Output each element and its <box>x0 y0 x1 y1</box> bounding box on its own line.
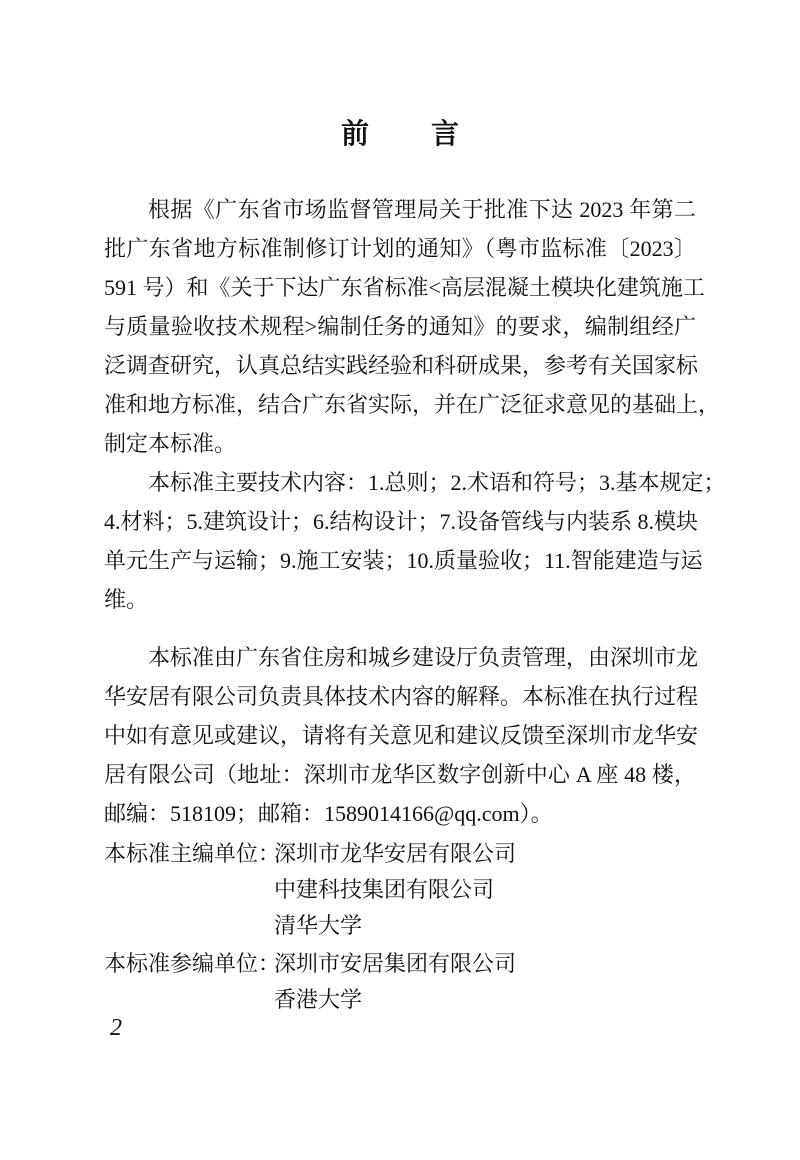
text-line: 单元生产与运输；9.施工安装；10.质量验收；11.智能建造与运 <box>104 548 703 573</box>
chief-units-label: 本标准主编单位： <box>104 841 281 866</box>
text-line: 根据《广东省市场监督管理局关于批准下达 2023 年第二 <box>148 197 696 222</box>
text-line: 华安居有限公司负责具体技术内容的解释。本标准在执行过程 <box>104 684 699 709</box>
text-line: 泛调查研究，认真总结实践经验和科研成果，参考有关国家标 <box>104 353 699 378</box>
text-line: 邮编：518109；邮箱：1589014166@qq.com）。 <box>104 801 553 826</box>
text-line: 4.材料；5.建筑设计；6.结构设计；7.设备管线与内装系 8.模块 <box>104 509 699 534</box>
text-line: 与质量验收技术规程>编制任务的通知》的要求，编制组经广 <box>104 314 696 339</box>
text-line: 制定本标准。 <box>104 431 237 456</box>
paragraph-contents <box>104 463 726 619</box>
paragraph-basis <box>104 190 721 463</box>
title-char: 前 <box>340 119 369 150</box>
unit-name: 香港大学 <box>274 987 363 1012</box>
unit-name: 深圳市龙华安居有限公司 <box>274 841 517 866</box>
text-line: 准和地方标准，结合广东省实际，并在广泛征求意见的基础上， <box>104 392 721 417</box>
unit-name: 清华大学 <box>274 913 363 938</box>
unit-name: 深圳市安居集团有限公司 <box>274 951 517 976</box>
text-line: 维。 <box>104 587 149 612</box>
title-char: 言 <box>431 119 460 150</box>
page-number: 2 <box>110 1015 122 1041</box>
unit-name: 中建科技集团有限公司 <box>274 877 495 902</box>
units-list <box>104 836 516 1018</box>
text-line: 批广东省地方标准制修订计划的通知》（粤市监标准〔2023〕 <box>104 236 696 261</box>
paragraph-management <box>104 638 699 833</box>
text-line: 中如有意见或建议，请将有关意见和建议反馈至深圳市龙华安 <box>104 723 699 748</box>
text-line: 本标准由广东省住房和城乡建设厅负责管理，由深圳市龙 <box>148 645 699 670</box>
text-line: 居有限公司（地址：深圳市龙华区数字创新中心 A 座 48 楼， <box>104 762 696 787</box>
participating-units-label: 本标准参编单位： <box>104 951 281 976</box>
page-title <box>0 112 800 152</box>
text-line: 591 号）和《关于下达广东省标准<高层混凝土模块化建筑施工 <box>104 275 705 300</box>
text-line: 本标准主要技术内容：1.总则；2.术语和符号；3.基本规定； <box>148 470 726 495</box>
